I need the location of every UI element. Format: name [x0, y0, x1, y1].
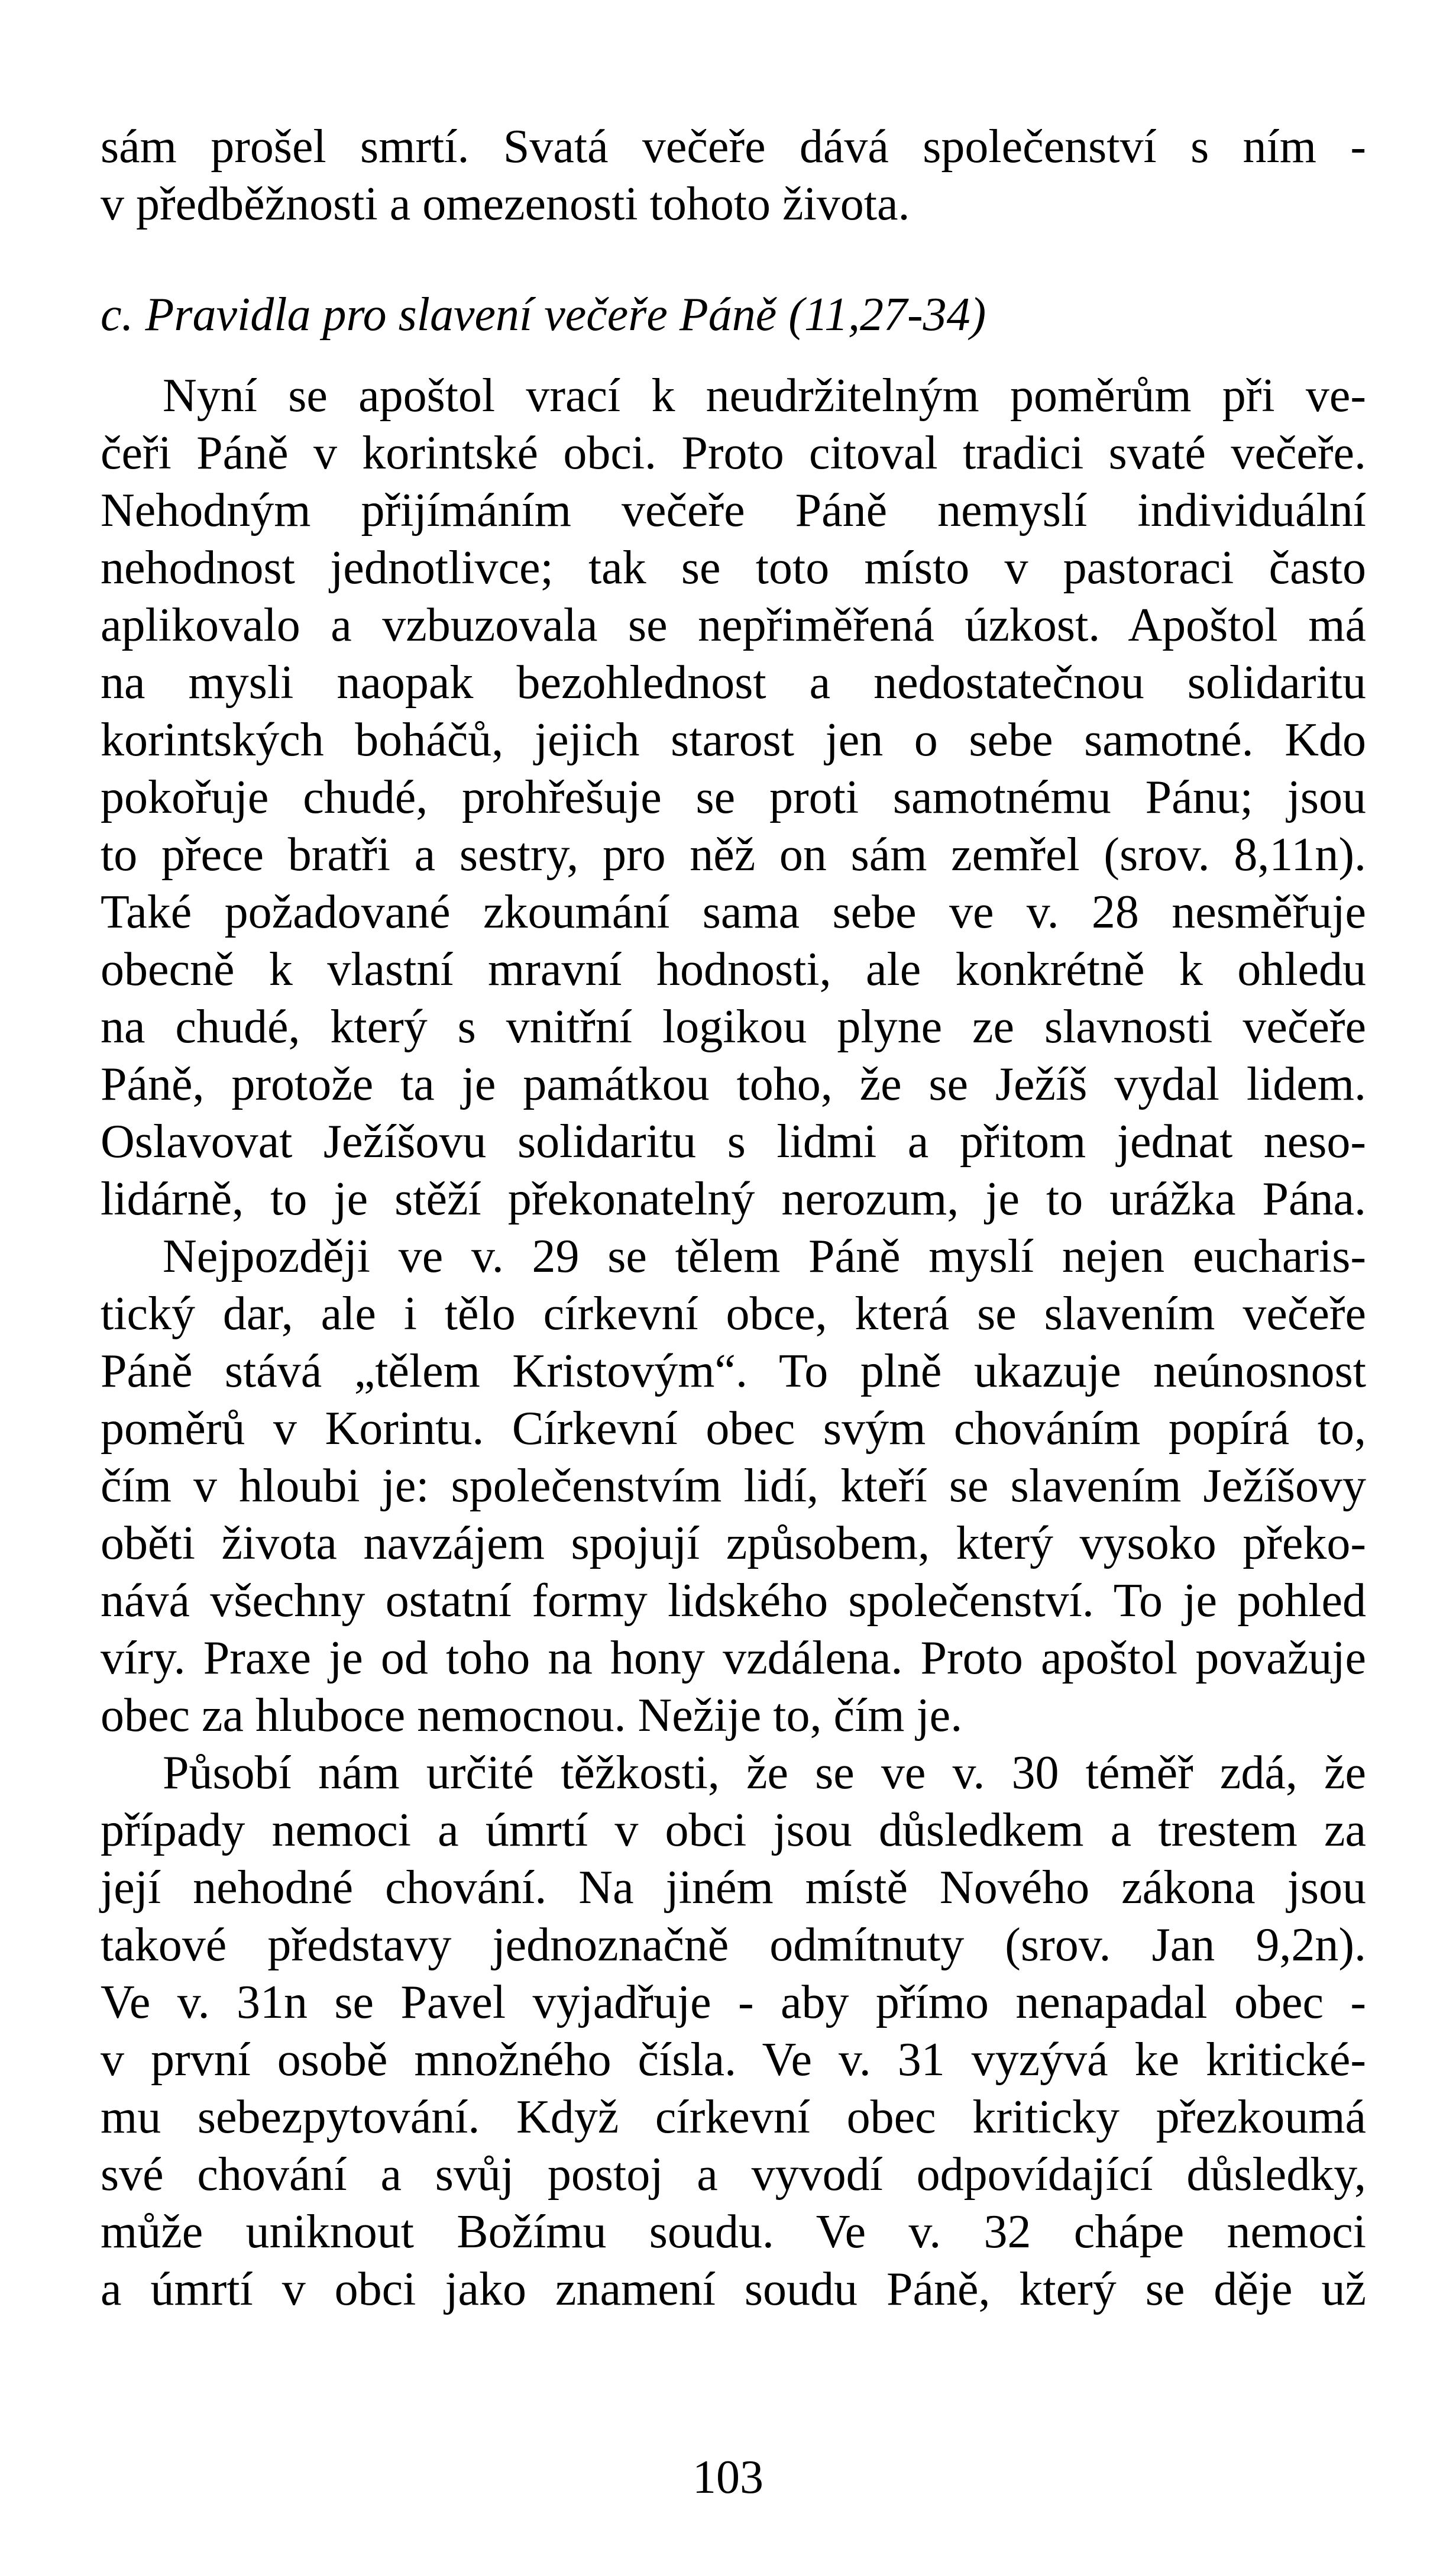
text-line: obec za hluboce nemocnou. Nežije to, čím je. — [101, 1689, 963, 1742]
paragraph-1 — [101, 367, 1366, 1228]
paragraph-3 — [101, 1744, 1366, 2318]
text-line: Také požadované zkoumání sama sebe ve v. 28 nesměřuje — [101, 886, 1366, 938]
text-line: Páně, protože ta je památkou toho, že se Ježíš vydal lidem. — [101, 1058, 1366, 1110]
text-line: poměrů v Korintu. Církevní obec svým chováním popírá to, — [101, 1403, 1366, 1455]
text-line: Nehodným přijímáním večeře Páně nemyslí individuální — [101, 484, 1366, 537]
text-line: lidárně, to je stěží překonatelný nerozum, je to urážka Pána. — [101, 1173, 1366, 1225]
text-line: na chudé, který s vnitřní logikou plyne ze slavnosti večeře — [101, 1001, 1366, 1053]
text-line: v předběžnosti a omezenosti tohoto života. — [101, 178, 910, 230]
text-line: obecně k vlastní mravní hodnosti, ale konkrétně k ohledu — [101, 944, 1366, 996]
text-line: víry. Praxe je od toho na hony vzdálena. Proto apoštol považuje — [101, 1632, 1366, 1684]
paragraph-2 — [101, 1228, 1366, 1744]
text-line: její nehodné chování. Na jiném místě Nového zákona jsou — [101, 1862, 1366, 1914]
text-line: pokořuje chudé, prohřešuje se proti samotnému Pánu; jsou — [101, 771, 1366, 823]
text-line: může uniknout Božímu soudu. Ve v. 32 chápe nemoci — [101, 2206, 1366, 2258]
text-line: v první osobě množného čísla. Ve v. 31 vyzývá ke kritické- — [101, 2034, 1366, 2086]
text-line: mu sebezpytování. Když církevní obec kriticky přezkoumá — [101, 2091, 1366, 2143]
intro-paragraph — [101, 118, 1366, 233]
text-line: korintských boháčů, jejich starost jen o sebe samotné. Kdo — [101, 714, 1366, 766]
page-body — [101, 118, 1366, 2318]
text-line: aplikovalo a vzbuzovala se nepřiměřená úzkost. Apoštol má — [101, 599, 1366, 651]
text-line: Oslavovat Ježíšovu solidaritu s lidmi a přitom jednat neso- — [101, 1116, 1366, 1168]
text-line: své chování a svůj postoj a vyvodí odpovídající důsledky, — [101, 2149, 1366, 2201]
text-line: Páně stává „tělem Kristovým“. To plně ukazuje neúnosnost — [101, 1345, 1366, 1397]
text-line: Nyní se apoštol vrací k neudržitelným poměrům při ve- — [163, 370, 1366, 422]
text-line: sám prošel smrtí. Svatá večeře dává společenství s ním - — [101, 121, 1366, 173]
text-line: na mysli naopak bezohlednost a nedostatečnou solidaritu — [101, 657, 1366, 709]
text-line: tický dar, ale i tělo církevní obce, která se slavením večeře — [101, 1288, 1366, 1340]
text-line: oběti života navzájem spojují způsobem, který vysoko překo- — [101, 1517, 1366, 1569]
text-line: Nejpozději ve v. 29 se tělem Páně myslí nejen eucharis- — [163, 1230, 1366, 1282]
page-number: 103 — [693, 2451, 763, 2503]
text-line: takové představy jednoznačně odmítnuty (srov. Jan 9,2n). — [101, 1919, 1366, 1971]
text-line: nává všechny ostatní formy lidského společenství. To je pohled — [101, 1575, 1366, 1627]
text-line: případy nemoci a úmrtí v obci jsou důsledkem a trestem za — [101, 1804, 1366, 1856]
text-line: čeři Páně v korintské obci. Proto citoval tradici svaté večeře. — [101, 427, 1366, 479]
section-heading: c. Pravidla pro slavení večeře Páně (11,27-34) — [101, 289, 986, 341]
text-line: Ve v. 31n se Pavel vyjadřuje - aby přímo nenapadal obec - — [101, 1976, 1366, 2028]
text-line: Působí nám určité těžkosti, že se ve v. 30 téměř zdá, že — [163, 1747, 1366, 1799]
text-line: a úmrtí v obci jako znamení soudu Páně, který se děje už — [101, 2263, 1366, 2315]
text-line: to přece bratři a sestry, pro něž on sám zemřel (srov. 8,11n). — [101, 829, 1366, 881]
text-line: nehodnost jednotlivce; tak se toto místo v pastoraci často — [101, 542, 1366, 594]
text-line: čím v hloubi je: společenstvím lidí, kteří se slavením Ježíšovy — [101, 1460, 1366, 1512]
